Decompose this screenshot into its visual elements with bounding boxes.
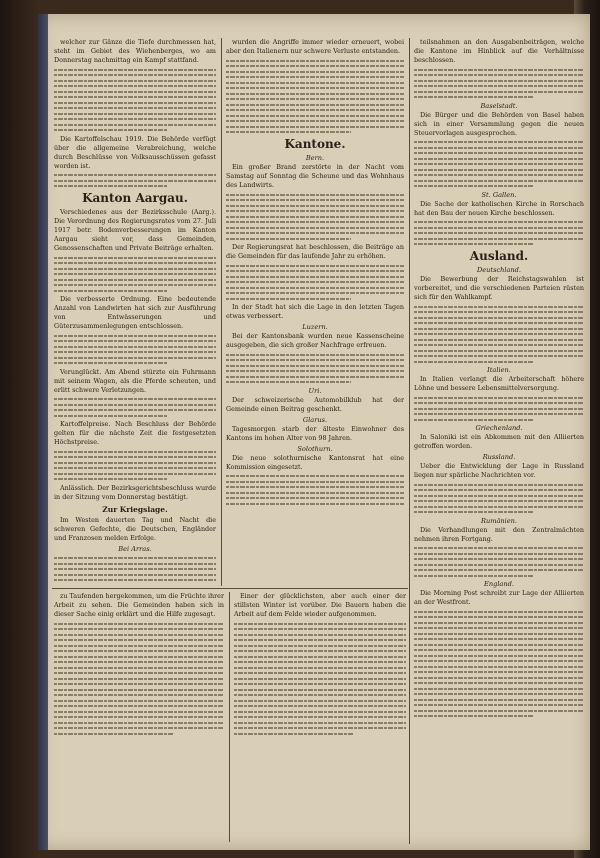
col1-text-block-f: [54, 451, 216, 481]
glarus-text: Tagesmorgen starb der älteste Einwohner des Kantons im hohen Alter von 98 Jahren.: [226, 424, 404, 442]
bottom-column-2: [234, 592, 406, 842]
col2-text-block-b: [226, 194, 404, 240]
col1-intro: welcher zur Gänze die Tiefe durchmessen hat, steht im Gebiet des Wiehenberges, wo am Donnerstag nachmittag ein Kampf stattfand.: [54, 38, 216, 64]
bottom-middle-lines: [234, 623, 406, 735]
aargau-paragraph-4: Kartoffelpreise. Nach Beschluss der Behörde gelten für die nächste Zeit die festgesetzten Höchstpreise.: [54, 420, 216, 446]
bern-paragraph-2: Der Regierungsrat hat beschlossen, die Beiträge an die Gemeinden für das laufende Jahr zu erhöhen.: [226, 243, 404, 260]
kanton-aargau-heading: Kanton Aargau.: [82, 191, 188, 205]
col3-text-block-h: [414, 611, 584, 718]
col2-text-block-e: [226, 475, 404, 505]
uri-text: Der schweizerische Automobilklub hat der Gemeinde einen Beitrag geschenkt.: [226, 395, 404, 413]
aargau-paragraph-2: Die verbesserte Ordnung. Eine bedeutende Anzahl von Landwirten hat sich zur Ausführung von Entwässerungen und Güterzusammenlegungen entschlossen.: [54, 295, 216, 330]
uri-label: Uri.: [308, 386, 322, 395]
italien-label: Italien.: [487, 366, 511, 374]
col2-text-block-a: [226, 60, 404, 134]
col1-text-block-e: [54, 398, 216, 417]
england-label: England.: [484, 580, 514, 588]
binding-spine: [38, 14, 48, 850]
bottom-middle-text: Einer der glücklichsten, aber auch einer der stillsten Winter ist vorüber. Die Bauern haben die Arbeit auf dem Felde wieder aufgenommen.: [234, 592, 406, 618]
deutschland-text: Die Bewerbung der Reichstagswahlen ist vorbereitet, und die verschiedenen Parteien rüsten sich für den Wahlkampf.: [414, 275, 584, 301]
solothurn-text: Die neue solothurnische Kantonsrat hat eine Kommission eingesetzt.: [226, 453, 404, 471]
aargau-paragraph-1: Verschiedenes aus der Bezirksschule (Aarg.). Die Verordnung des Regierungsrates vom 27. Juli 1917 betr. Bodenverbesserungen im Kanton Aargau sieht vor, dass Gemeinden, Genossenschaften und Private Beiträge erhalten.: [54, 208, 216, 252]
column-1: [54, 38, 216, 583]
bern-label: Bern.: [305, 154, 325, 162]
bern-paragraph-1: Ein großer Brand zerstörte in der Nacht vom Samstag auf Sonntag die Scheune und das Wohnhaus des Landwirts.: [226, 163, 404, 189]
glarus-label: Glarus.: [302, 415, 328, 424]
col3-intro: teilsnahmen an den Ausgabenbeiträgen, welche die Kantone im Hinblick auf die Verhältnisse beschlossen.: [414, 38, 584, 64]
aargau-paragraph-5: Anlässlich. Der Bezirksgerichtsbeschluss wurde in der Sitzung vom Donnerstag bestätigt.: [54, 483, 216, 501]
col3-text-block-f: [414, 484, 584, 514]
col3-text-block-a: [414, 69, 584, 99]
kriegslage-subheading: Bei Arras.: [118, 544, 152, 553]
bern-paragraph-3: In der Stadt hat sich die Lage in den letzten Tagen etwas verbessert.: [226, 303, 404, 320]
col1-text-block-c: [54, 257, 216, 292]
stgallen-text: Die Sache der katholischen Kirche in Rorschach hat den Bau der neuen Kirche beschlossen.: [414, 199, 584, 217]
col2-intro: wurden die Angriffe immer wieder erneuert, wobei aber den Italienern nur schwere Verluste entstanden.: [226, 38, 404, 55]
bottom-left-lines: [54, 623, 224, 735]
col1-text-block-b: [54, 174, 216, 187]
italien-text: In Italien verlangt die Arbeiterschaft höhere Löhne und bessere Lebensmittelversorgung.: [414, 375, 584, 392]
kantone-heading: Kantone.: [284, 137, 346, 151]
col3-text-block-d: [414, 306, 584, 363]
bottom-column-1: [54, 592, 224, 842]
kriegslage-text: Im Westen dauerten Tag und Nacht die schweren Gefechte, die Deutschen, Engländer und Franzosen melden Erfolge.: [54, 515, 216, 542]
col1-notice: Die Kartoffelschau 1919. Die Behörde verfügt über die allgemeine Verabreichung, welche durch Beschlüsse von Volksausschüssen gefasst worden ist.: [54, 134, 216, 170]
binder-board-left: [0, 0, 40, 858]
russland-label: Russland.: [482, 453, 516, 461]
newspaper-page: [38, 14, 590, 850]
bottom-left-text: zu Taufenden hergekommen, um die Früchte ihrer Arbeit zu sehen. Die Gemeinden haben sich in dieser Sache einig erklärt und die Hilfe zugesagt.: [54, 592, 224, 618]
luzern-label: Luzern.: [302, 323, 328, 331]
column-2: [226, 38, 404, 583]
griechenland-text: In Saloniki ist ein Abkommen mit den Alliierten getroffen worden.: [414, 433, 584, 450]
feuilleton-rule: [52, 588, 408, 589]
kriegslage-heading: Zur Kriegslage.: [102, 504, 168, 514]
column-3: [414, 38, 584, 848]
col2-text-block-c: [226, 265, 404, 300]
rumaenien-label: Rumänien.: [481, 516, 517, 525]
column-rule-1: [221, 38, 222, 586]
stgallen-label: St. Gallen.: [481, 190, 517, 199]
column-rule-bottom: [229, 592, 230, 842]
solothurn-label: Solothurn.: [297, 444, 333, 453]
col1-text-block-a: [54, 69, 216, 132]
russland-text: Ueber die Entwicklung der Lage in Russland liegen nur spärliche Nachrichten vor.: [414, 462, 584, 479]
col1-text-block-g: [54, 557, 216, 583]
rumaenien-text: Die Verhandlungen mit den Zentralmächten nehmen ihren Fortgang.: [414, 525, 584, 543]
aargau-paragraph-3: Verunglückt. Am Abend stürzte ein Fuhrmann mit seinem Wagen, als die Pferde scheuten, und erlitt schwere Verletzungen.: [54, 367, 216, 394]
col3-text-block-g: [414, 547, 584, 577]
col3-text-block-e: [414, 397, 584, 421]
deutschland-label: Deutschland.: [476, 266, 521, 274]
col3-text-block-b: [414, 141, 584, 187]
england-text: Die Morning Post schreibt zur Lage der Alliierten an der Westfront.: [414, 589, 584, 606]
baselstadt-text: Die Bürger und die Behörden von Basel haben sich in einer Versammlung gegen die neuen Steuervorlagen ausgesprochen.: [414, 110, 584, 137]
griechenland-label: Griechenland.: [475, 424, 523, 432]
luzern-text: Bei der Kantonsbank wurden neue Kassenscheine ausgegeben, die sich großer Nachfrage erfreuen.: [226, 332, 404, 349]
col3-text-block-c: [414, 221, 584, 245]
column-rule-2: [409, 38, 410, 844]
baselstadt-label: Baselstadt.: [480, 101, 518, 110]
col2-text-block-d: [226, 354, 404, 384]
col1-text-block-d: [54, 335, 216, 365]
ausland-heading: Ausland.: [469, 249, 529, 263]
